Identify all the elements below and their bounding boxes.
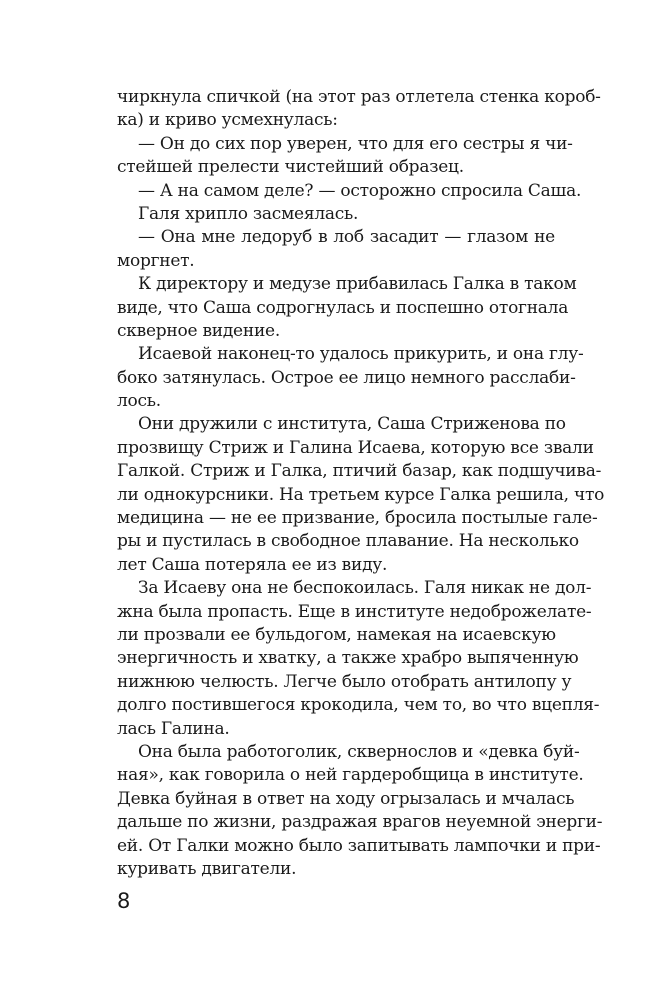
text-line: стейшей прелести чистейший образец. — [117, 157, 464, 178]
text-line: Девка буйная в ответ на ходу огрызалась и мчалась — [117, 788, 575, 809]
text-line: лось. — [117, 391, 161, 412]
text-line: — А на самом деле? — осторожно спросила Саша. — [138, 180, 582, 201]
text-line: ры и пустилась в свободное плавание. На несколько — [117, 531, 579, 552]
text-line: За Исаеву она не беспокоилась. Галя никак не дол- — [138, 578, 592, 599]
text-line: нижнюю челюсть. Легче было отобрать антилопу у — [117, 671, 572, 692]
text-line: Галя хрипло засмеялась. — [138, 203, 359, 224]
text-line: лет Саша потеряла ее из виду. — [117, 554, 388, 575]
text-line: куривать двигатели. — [117, 858, 297, 879]
text-line: боко затянулась. Острое ее лицо немного расслаби- — [117, 367, 576, 388]
text-line: Они дружили с института, Саша Стриженова по — [138, 414, 566, 435]
page-body-text — [117, 86, 605, 881]
text-line: ная», как говорила о ней гардеробщица в институте. — [117, 765, 584, 786]
text-line: лась Галина. — [117, 718, 230, 739]
text-line: дальше по жизни, раздражая врагов неуемной энерги- — [117, 812, 603, 833]
text-line: прозвищу Стриж и Галина Исаева, которую все звали — [117, 437, 594, 458]
text-line: — Она мне ледоруб в лоб засадит — глазом не — [138, 227, 555, 248]
text-line: жна была пропасть. Еще в институте недоброжелате- — [117, 601, 592, 622]
text-line: ли однокурсники. На третьем курсе Галка решила, что — [117, 484, 605, 505]
text-line: ли прозвали ее бульдогом, намекая на исаевскую — [117, 624, 556, 645]
text-line: скверное видение. — [117, 320, 280, 341]
text-line: Исаевой наконец-то удалось прикурить, и она глу- — [138, 344, 584, 365]
text-line: — Он до сих пор уверен, что для его сестры я чи- — [138, 133, 573, 154]
page-number: 8 — [117, 889, 131, 913]
text-line: чиркнула спичкой (на этот раз отлетела стенка короб- — [117, 87, 601, 107]
text-line: долго постившегося крокодила, чем то, во что вцепля- — [117, 695, 600, 716]
text-line: Галкой. Стриж и Галка, птичий базар, как подшучива- — [117, 461, 602, 482]
text-line: виде, что Саша содрогнулась и поспешно отогнала — [117, 297, 569, 318]
text-line: ей. От Галки можно было запитывать лампочки и при- — [117, 835, 601, 856]
text-line: моргнет. — [117, 250, 195, 271]
text-line: энергичность и хватку, а также храбро выпяченную — [117, 648, 579, 669]
text-line: ка) и криво усмехнулась: — [117, 110, 338, 131]
text-line: К директору и медузе прибавилась Галка в таком — [138, 274, 577, 295]
text-line: медицина — не ее призвание, бросила постылые гале- — [117, 508, 598, 529]
text-line: Она была работоголик, сквернослов и «девка буй- — [138, 741, 580, 762]
